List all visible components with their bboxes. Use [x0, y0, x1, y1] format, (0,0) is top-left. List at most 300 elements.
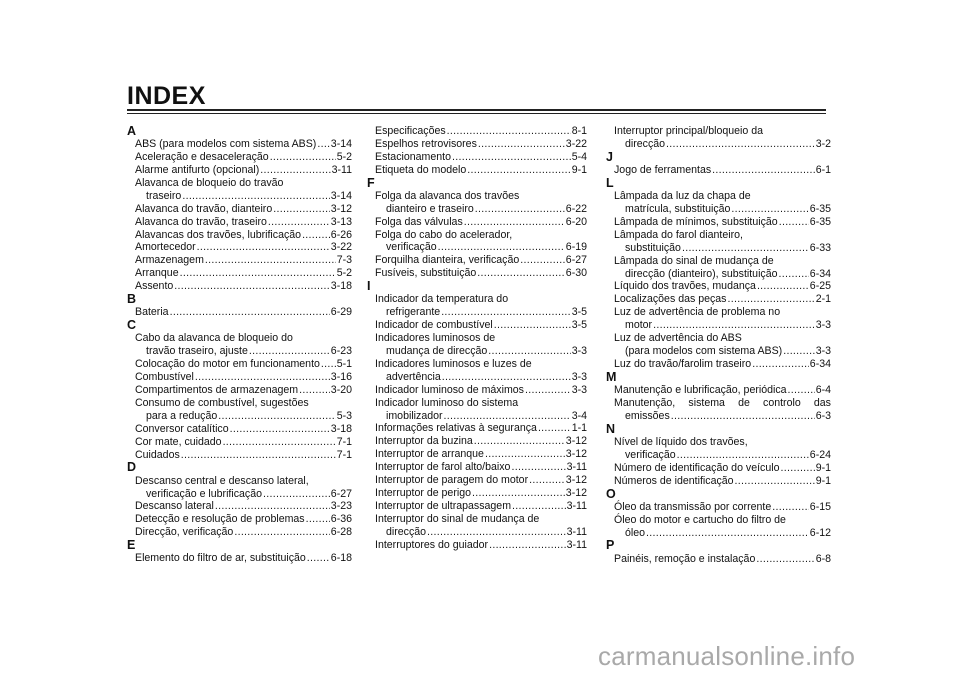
index-entry-line: Cabo da alavanca de bloqueio do: [135, 332, 293, 345]
index-entry[interactable]: [127, 203, 352, 216]
index-entry-page: 3-3: [571, 370, 587, 383]
index-entry-text: Aceleração e desaceleração: [135, 151, 269, 164]
index-entry[interactable]: [127, 254, 352, 267]
index-entry[interactable]: [127, 449, 352, 462]
dot-leader: [223, 436, 336, 449]
index-entry-page: 3-12: [565, 448, 587, 461]
index-entry-page: 6-15: [809, 500, 831, 513]
index-entry[interactable]: [127, 423, 352, 436]
index-entry[interactable]: [127, 138, 352, 151]
index-entry-word: das: [813, 396, 831, 409]
index-entry[interactable]: [127, 526, 352, 539]
index-entry-text: Elemento do filtro de ar, substituição: [135, 552, 306, 565]
index-entry-page: 6-30: [565, 267, 587, 280]
dot-leader: [230, 423, 330, 436]
index-entry-page: 9-1: [815, 474, 831, 487]
dot-leader: [472, 487, 565, 500]
index-entry-text: Bateria: [135, 306, 169, 319]
index-entry-line: Interruptor principal/bloqueio da: [614, 125, 763, 137]
index-entry-page: 5-3: [336, 409, 352, 422]
dot-leader: [234, 526, 329, 539]
index-entry-text: Lâmpada de mínimos, substituição: [614, 215, 778, 228]
index-entry[interactable]: [127, 267, 352, 280]
dot-leader: [788, 384, 815, 397]
dot-leader: [260, 164, 330, 177]
index-entry-page: 6-36: [330, 513, 352, 526]
index-entry-page: 3-12: [565, 486, 587, 499]
index-letter-heading: J: [606, 149, 613, 164]
dot-leader: [452, 151, 571, 164]
index-entry-text: Informações relativas à segurança: [375, 422, 537, 435]
index-entry-text: Alavanca do travão, dianteiro: [135, 202, 273, 215]
index-entry-page: 6-4: [815, 384, 831, 397]
index-entry[interactable]: [127, 371, 352, 384]
dot-leader: [779, 216, 809, 229]
index-entry-page: 7-1: [336, 448, 352, 461]
dot-leader: [270, 151, 336, 164]
index-entry-page: 3-11: [566, 461, 587, 474]
dot-leader: [474, 435, 565, 448]
index-entry[interactable]: [367, 448, 587, 461]
index-entry-page: 3-18: [330, 280, 352, 293]
index-entry-text: Cuidados: [135, 448, 180, 461]
index-entry[interactable]: [127, 552, 352, 565]
index-entry-page: 9-1: [815, 461, 831, 474]
index-entry-line: Óleo do motor e cartucho do filtro de: [614, 513, 786, 526]
index-entry-text: Interruptor de farol alto/baixo: [375, 461, 511, 474]
index-entry[interactable]: [606, 268, 831, 281]
index-entry[interactable]: [367, 487, 587, 500]
index-entry-line: Lâmpada do farol dianteiro,: [614, 228, 743, 241]
dot-leader: [438, 241, 565, 254]
index-entry-word: sistema: [688, 396, 725, 409]
index-entry[interactable]: [606, 553, 831, 566]
watermark: carmanualsonline.info: [598, 641, 856, 671]
index-entry-text: Interruptores do guiador: [375, 538, 489, 551]
index-entry-page: 3-22: [330, 241, 352, 254]
index-entry[interactable]: [367, 461, 587, 474]
dot-leader: [273, 203, 330, 216]
index-entry-page: 5-2: [336, 267, 352, 280]
dot-leader: [783, 345, 814, 358]
index-entry-text: Especificações: [375, 125, 446, 137]
index-entry-page: 6-8: [815, 552, 831, 565]
index-entry[interactable]: [367, 435, 587, 448]
index-entry-line: Lâmpada do sinal de mudança de: [614, 254, 774, 267]
index-entry-line: [606, 397, 831, 410]
dot-leader: [307, 552, 330, 565]
index-entry[interactable]: [606, 242, 831, 255]
index-entry-page: 6-29: [330, 306, 352, 319]
index-entry[interactable]: [606, 203, 831, 216]
index-entry-page: 6-33: [809, 241, 831, 254]
index-entry-page: 3-4: [571, 409, 587, 422]
index-entry-word: controlo: [763, 396, 801, 409]
index-entry[interactable]: [367, 345, 587, 358]
dot-leader: [653, 319, 815, 332]
dot-leader: [268, 216, 330, 229]
dot-leader: [195, 371, 330, 384]
index-entry-text: Cor mate, cuidado: [135, 435, 222, 448]
dot-leader: [475, 203, 565, 216]
index-entry-text: verificação: [625, 448, 676, 461]
index-entry-page: 8-1: [571, 125, 587, 137]
index-entry[interactable]: [127, 436, 352, 449]
index-letter-heading: A: [127, 124, 137, 138]
index-entry[interactable]: [606, 138, 831, 151]
index-entry[interactable]: [127, 151, 352, 164]
index-entry-page: 6-35: [809, 203, 831, 216]
index-column-3: [606, 125, 831, 566]
index-entry-text: ABS (para modelos com sistema ABS): [135, 138, 317, 151]
index-entry-text: verificação: [386, 241, 437, 254]
dot-leader: [447, 125, 571, 138]
index-entry-text: refrigerante: [386, 306, 441, 319]
index-entry-text: Líquido dos travões, mudança: [614, 280, 756, 293]
index-entry[interactable]: [127, 229, 352, 242]
index-entry[interactable]: [127, 500, 352, 513]
index-entry-page: 7-1: [336, 435, 352, 448]
index-letter-heading: E: [127, 538, 136, 553]
index-entry-page: 3-3: [815, 319, 831, 332]
index-entry-text: Interruptor de ultrapassagem: [375, 499, 512, 512]
index-entry[interactable]: [606, 462, 831, 475]
index-entry-text: Armazenagem: [135, 254, 204, 267]
index-entry-text: Manutenção e lubrificação, periódica: [614, 384, 787, 397]
index-entry-text: Números de identificação: [614, 474, 734, 487]
index-entry[interactable]: [367, 371, 587, 384]
index-entry-text: Número de identificação do veículo: [614, 461, 780, 474]
index-entry[interactable]: [367, 216, 587, 229]
index-entry-text: emissões: [625, 409, 670, 422]
index-entry-page: 3-14: [330, 138, 352, 151]
index-entry[interactable]: [127, 280, 352, 293]
index-entry-page: 6-34: [809, 357, 831, 370]
index-entry-page: 6-20: [565, 215, 587, 228]
dot-leader: [249, 345, 330, 358]
index-entry[interactable]: [606, 410, 831, 423]
index-entry-text: mudança de direcção: [386, 345, 488, 357]
dot-leader: [677, 449, 809, 462]
index-letter-heading: M: [606, 369, 617, 384]
index-entry[interactable]: [367, 125, 587, 138]
index-entry-page: 6-18: [330, 552, 352, 565]
index-entry[interactable]: [367, 267, 587, 280]
dot-leader: [444, 410, 571, 423]
index-entry-text: traseiro: [146, 189, 182, 202]
index-entry[interactable]: [127, 384, 352, 397]
index-entry-text: dianteiro e traseiro: [386, 202, 474, 215]
index-entry[interactable]: [606, 527, 831, 540]
dot-leader: [525, 384, 571, 397]
index-entry-text: Interruptor da buzina: [375, 435, 473, 448]
index-entry-page: 6-12: [809, 526, 831, 539]
index-entry-text: Estacionamento: [375, 150, 451, 163]
index-entry-page: 6-19: [565, 241, 587, 254]
index-entry[interactable]: [127, 488, 352, 501]
index-entry-line: Consumo de combustível, sugestões: [135, 396, 309, 409]
index-entry-line: Luz de advertência de problema no: [614, 306, 781, 319]
index-entry-page: 3-22: [565, 137, 587, 150]
index-entry-line: Folga da alavanca dos travões: [375, 189, 520, 202]
index-entry-text: matrícula, substituição: [625, 203, 731, 216]
index-entry[interactable]: [606, 384, 831, 397]
index-entry-text: Compartimentos de armazenagem: [135, 384, 299, 397]
index-entry[interactable]: [606, 475, 831, 488]
dot-leader: [756, 553, 814, 566]
dot-leader: [263, 488, 330, 501]
index-entry-page: 3-3: [571, 383, 587, 396]
index-entry-page: 3-11: [566, 499, 587, 512]
index-entry-line: Indicador luminoso do sistema: [375, 396, 519, 409]
index-entry-text: Arranque: [135, 267, 179, 280]
index-entry-page: 3-11: [566, 538, 587, 551]
index-entry-text: Painéis, remoção e instalação: [614, 552, 756, 565]
index-entry-text: travão traseiro, ajuste: [146, 345, 248, 358]
dot-leader: [727, 293, 814, 306]
index-entry-page: 6-1: [815, 164, 831, 177]
index-entry-page: 5-2: [336, 151, 352, 164]
index-entry[interactable]: [367, 474, 587, 487]
index-entry-page: 6-23: [330, 345, 352, 358]
index-entry[interactable]: [367, 241, 587, 254]
index-entry-text: para a redução: [146, 409, 218, 422]
index-entry[interactable]: [367, 138, 587, 151]
dot-leader: [646, 527, 809, 540]
index-entry-text: Espelhos retrovisores: [375, 137, 477, 150]
index-entry[interactable]: [367, 410, 587, 423]
index-entry[interactable]: [367, 306, 587, 319]
dot-leader: [772, 501, 809, 514]
index-entry-text: advertência: [386, 370, 441, 383]
index-entry[interactable]: [127, 513, 352, 526]
index-entry-text: Assento: [135, 280, 174, 293]
index-entry-page: 3-2: [815, 137, 831, 150]
index-entry-text: substituição: [625, 241, 681, 254]
index-entry[interactable]: [127, 410, 352, 423]
dot-leader: [489, 539, 566, 552]
index-entry[interactable]: [127, 241, 352, 254]
dot-leader: [757, 280, 809, 293]
dot-leader: [512, 500, 566, 513]
index-entry-line: Descanso central e descanso lateral,: [135, 474, 309, 487]
dot-leader: [317, 138, 329, 151]
index-entry-line: Folga do cabo do acelerador,: [375, 228, 513, 241]
index-entry[interactable]: [127, 345, 352, 358]
index-letter-heading: F: [367, 175, 375, 190]
index-entry[interactable]: [606, 216, 831, 229]
dot-leader: [174, 280, 330, 293]
index-entry[interactable]: [367, 164, 587, 177]
dot-leader: [666, 138, 815, 151]
index-entry-text: direcção (dianteiro), substituição: [625, 267, 778, 280]
index-entry[interactable]: [367, 422, 587, 435]
index-entry-page: 5-1: [336, 358, 352, 371]
dot-leader: [321, 358, 336, 371]
index-entry[interactable]: [367, 526, 587, 539]
index-entry-line: Lâmpada da luz da chapa de: [614, 190, 751, 203]
index-entry[interactable]: [606, 280, 831, 293]
index-entry-text: Forquilha dianteira, verificação: [375, 254, 520, 267]
index-entry-text: Indicador luminoso de máximos: [375, 383, 524, 396]
index-entry-text: Óleo da transmissão por corrente: [614, 500, 772, 513]
dot-leader: [306, 513, 330, 526]
index-entry-text: imobilizador: [386, 409, 443, 422]
index-entry-page: 3-3: [815, 345, 831, 357]
title-rule: [127, 109, 826, 111]
title-rule-thin: [127, 113, 826, 114]
index-entry[interactable]: [367, 319, 587, 332]
index-entry-text: Etiqueta do modelo: [375, 163, 467, 176]
dot-leader: [494, 319, 571, 332]
index-entry-text: Luz do travão/farolim traseiro: [614, 357, 752, 370]
dot-leader: [197, 241, 330, 254]
index-entry-line: Indicador da temperatura do: [375, 293, 509, 306]
dot-leader: [205, 254, 336, 267]
index-entry-page: 6-34: [809, 267, 831, 280]
dot-leader: [520, 254, 565, 267]
index-letter-heading: N: [606, 421, 616, 436]
index-entry-text: Combustível: [135, 371, 194, 384]
index-entry-word: de: [738, 396, 750, 409]
dot-leader: [180, 267, 336, 280]
index-entry-text: motor: [625, 319, 653, 332]
dot-leader: [671, 410, 815, 423]
index-entry-text: Colocação do motor em funcionamento: [135, 358, 320, 371]
index-entry-page: 3-11: [331, 164, 352, 177]
dot-leader: [485, 448, 565, 461]
index-entry[interactable]: [367, 203, 587, 216]
index-entry-line: Indicadores luminosos de: [375, 332, 496, 345]
index-entry-page: 6-25: [809, 280, 831, 293]
index-entry-text: Conversor catalítico: [135, 422, 229, 435]
dot-leader: [427, 526, 566, 539]
index-letter-heading: B: [127, 292, 137, 307]
index-entry-page: 3-18: [330, 422, 352, 435]
index-entry[interactable]: [606, 345, 831, 358]
index-entry[interactable]: [606, 319, 831, 332]
dot-leader: [752, 358, 809, 371]
index-entry-line: Alavanca de bloqueio do travão: [135, 176, 284, 189]
dot-leader: [477, 267, 565, 280]
dot-leader: [735, 475, 815, 488]
index-entry-page: 3-5: [571, 319, 587, 332]
index-entry[interactable]: [127, 164, 352, 177]
dot-leader: [529, 474, 565, 487]
dot-leader: [464, 216, 565, 229]
index-entry-text: direcção: [625, 137, 666, 150]
index-entry-text: verificação e lubrificação: [146, 487, 262, 500]
index-entry[interactable]: [367, 539, 587, 552]
index-entry[interactable]: [367, 254, 587, 267]
index-entry-page: 3-16: [330, 371, 352, 384]
index-entry-text: Interruptor de paragem do motor: [375, 474, 529, 487]
index-column-1: [127, 125, 352, 565]
index-entry-page: 3-13: [330, 215, 352, 228]
index-entry-text: Alavancas dos travões, lubrificação: [135, 228, 302, 241]
index-entry-text: Descanso lateral: [135, 500, 214, 513]
index-entry-text: Folga das válvulas: [375, 215, 463, 228]
index-entry-text: Amortecedor: [135, 241, 196, 254]
dot-leader: [218, 410, 335, 423]
index-entry[interactable]: [367, 151, 587, 164]
index-entry-page: 3-12: [330, 202, 352, 215]
dot-leader: [170, 306, 330, 319]
index-entry-page: 2-1: [815, 293, 831, 306]
index-entry-word: Manutenção,: [614, 396, 676, 409]
index-entry-text: Alarme antifurto (opcional): [135, 164, 260, 177]
dot-leader: [488, 345, 570, 358]
index-entry-line: Luz de advertência do ABS: [614, 332, 742, 345]
dot-leader: [538, 422, 571, 435]
index-entry-page: 6-26: [330, 228, 352, 241]
dot-leader: [181, 449, 336, 462]
index-entry-page: 6-35: [809, 215, 831, 228]
dot-leader: [182, 190, 329, 203]
index-entry-page: 3-12: [565, 474, 587, 487]
dot-leader: [731, 203, 808, 216]
index-entry[interactable]: [606, 293, 831, 306]
index-entry[interactable]: [367, 500, 587, 513]
dot-leader: [215, 500, 330, 513]
index-entry[interactable]: [127, 216, 352, 229]
index-entry-line: Indicadores luminosos e luzes de: [375, 357, 532, 370]
index-entry[interactable]: [127, 190, 352, 203]
index-entry-page: 9-1: [571, 163, 587, 176]
index-entry-text: Indicador de combustível: [375, 319, 493, 332]
index-entry-page: 3-12: [565, 435, 587, 448]
index-entry-text: Localizações das peças: [614, 293, 727, 306]
index-letter-heading: L: [606, 175, 614, 190]
index-entry-text: óleo: [625, 526, 646, 539]
dot-leader: [467, 164, 570, 177]
index-entry-page: 6-28: [330, 526, 352, 539]
index-entry-page: 1-1: [571, 422, 587, 435]
index-entry[interactable]: [606, 358, 831, 371]
dot-leader: [682, 242, 809, 255]
index-entry-page: 3-3: [571, 345, 587, 357]
index-entry[interactable]: [606, 164, 831, 177]
dot-leader: [779, 268, 809, 281]
dot-leader: [511, 461, 565, 474]
index-letter-heading: I: [367, 279, 371, 294]
index-entry-page: 6-27: [565, 254, 587, 267]
index-entry-line: Interruptor do sinal de mudança de: [375, 512, 540, 525]
index-entry-page: 3-23: [330, 500, 352, 513]
index-entry[interactable]: [606, 449, 831, 462]
page-title: INDEX: [127, 82, 206, 110]
index-entry-page: 3-11: [566, 525, 587, 538]
index-column-2: [367, 125, 587, 552]
dot-leader: [441, 306, 571, 319]
index-entry-page: 3-5: [571, 306, 587, 319]
index-entry-text: Alavanca do travão, traseiro: [135, 215, 267, 228]
index-entry[interactable]: [606, 501, 831, 514]
index-letter-heading: D: [127, 460, 137, 475]
index-entry[interactable]: [367, 384, 587, 397]
index-entry-text: Jogo de ferramentas: [614, 164, 712, 177]
index-entry-text: (para modelos com sistema ABS): [625, 345, 783, 357]
index-entry-text: direcção: [386, 525, 427, 538]
index-entry-text: Interruptor de perigo: [375, 486, 471, 499]
index-entry-page: 5-4: [571, 150, 587, 163]
index-entry[interactable]: [127, 358, 352, 371]
index-entry-page: 7-3: [336, 254, 352, 267]
index-entry-page: 3-20: [330, 384, 352, 397]
index-entry[interactable]: [127, 306, 352, 319]
index-entry-text: Direcção, verificação: [135, 526, 234, 539]
index-entry-page: 6-27: [330, 487, 352, 500]
